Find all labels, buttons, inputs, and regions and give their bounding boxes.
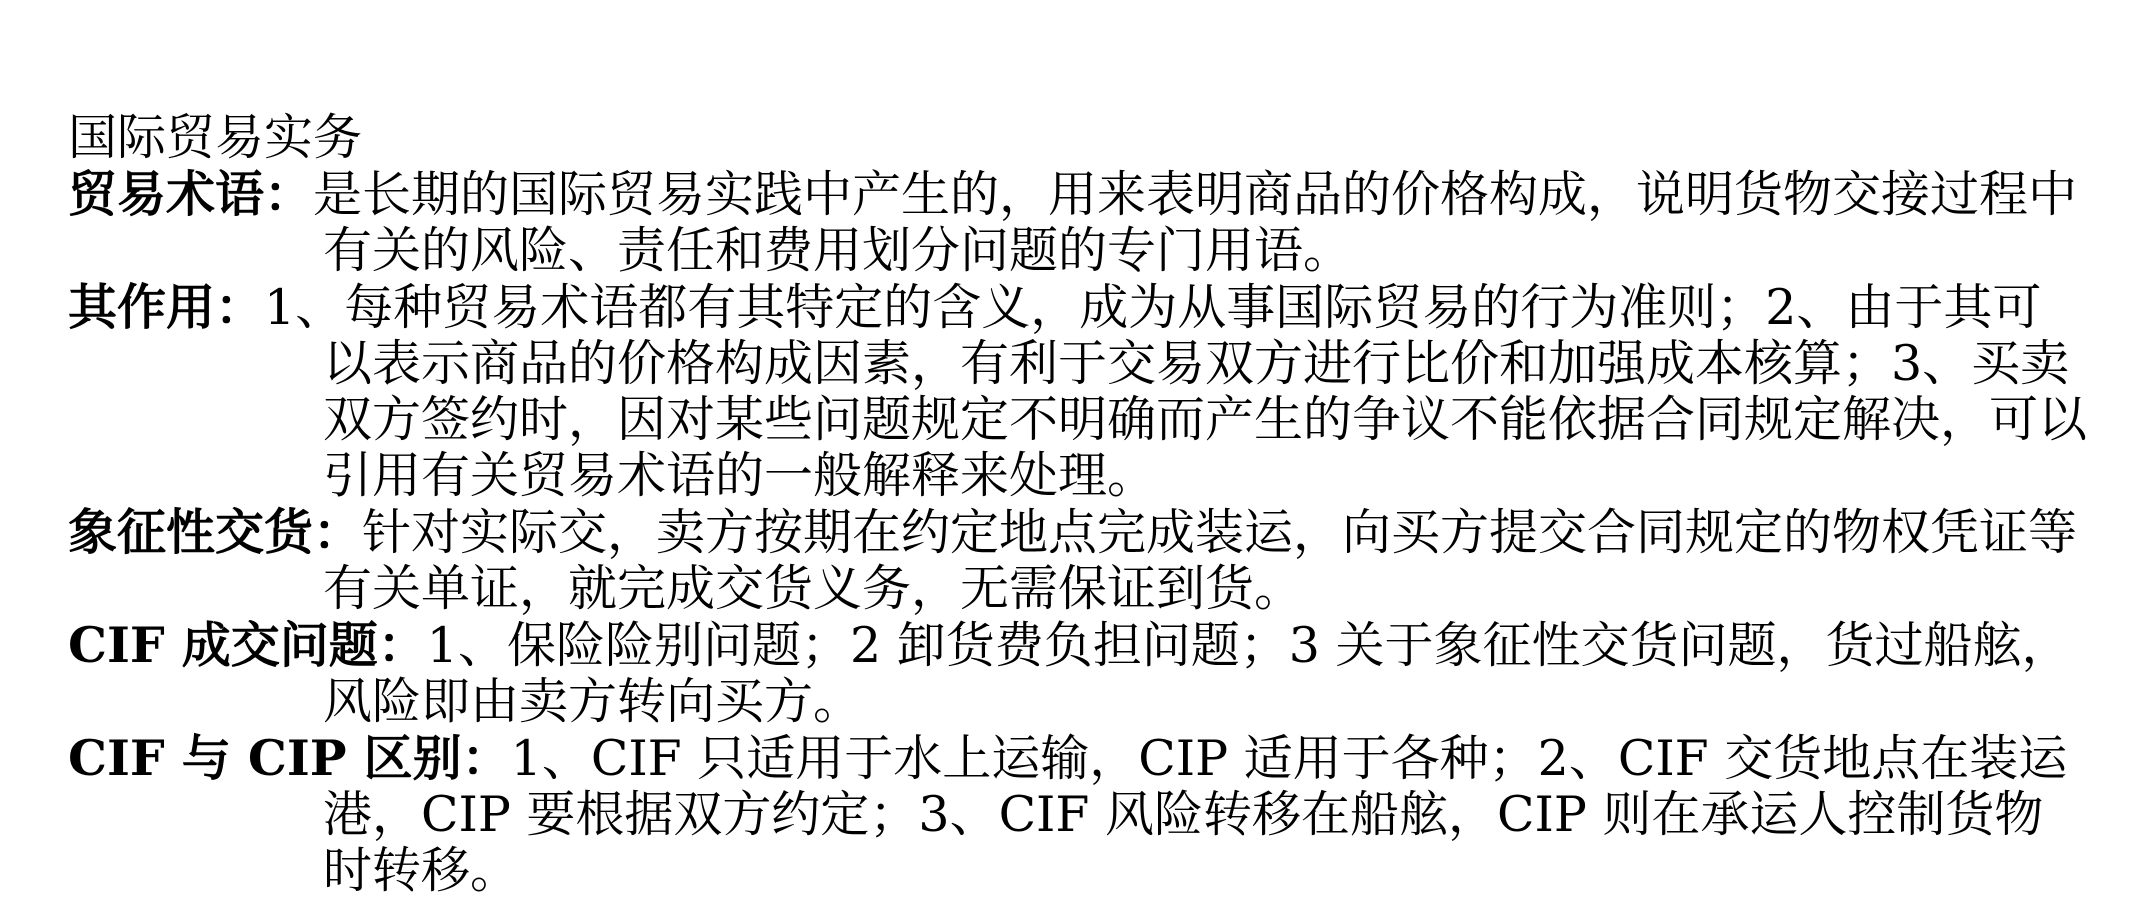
- entry-text: 针对实际交，卖方按期在约定地点完成装运，向买方提交合同规定的物权凭证等有关单证，就完成交货义务，无需保证到货。: [323, 504, 2078, 617]
- entry-text: 1、保险险别问题；2 卸货费负担问题；3 关于象征性交货问题，货过船舷，风险即由卖方转向买方。: [323, 617, 2071, 730]
- entry-text: 是长期的国际贸易实践中产生的，用来表明商品的价格构成，说明货物交接过程中有关的风险、责任和费用划分问题的专门用语。: [313, 166, 2078, 279]
- entry-term: 象征性交货：: [68, 503, 363, 561]
- entry-term: CIF 与 CIP 区别：: [68, 729, 511, 787]
- entry-symbolic-delivery: [68, 504, 2088, 617]
- document-body: [68, 110, 2088, 899]
- document-title: 国际贸易实务: [68, 109, 363, 166]
- entry-text: 1、每种贸易术语都有其特定的含义，成为从事国际贸易的行为准则；2、由于其可以表示商品的价格构成因素，有利于交易双方进行比价和加强成本核算；3、买卖双方签约时，因对某些问题规定不明确而产生的争议不能依据合同规定解决，可以引用有关贸易术语的一般解释来处理。: [264, 279, 2088, 504]
- entry-trade-terms: [68, 166, 2088, 279]
- entry-term: CIF 成交问题：: [68, 616, 427, 674]
- entry-term: 贸易术语：: [68, 165, 314, 223]
- entry-text: 1、CIF 只适用于水上运输，CIP 适用于各种；2、CIF 交货地点在装运港，CIP 要根据双方约定；3、CIF 风险转移在船舷，CIP 则在承运人控制货物时转移。: [323, 730, 2068, 899]
- entry-function: [68, 279, 2088, 504]
- entry-cif-vs-cip: [68, 730, 2088, 899]
- entry-cif-issues: [68, 617, 2088, 730]
- entry-term: 其作用：: [68, 278, 265, 336]
